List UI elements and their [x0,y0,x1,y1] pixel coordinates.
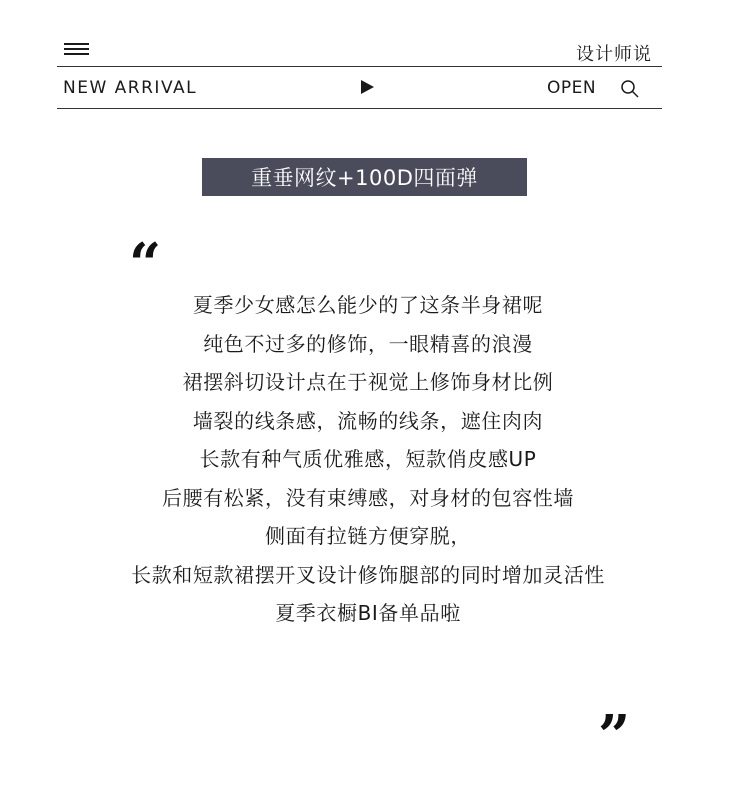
description-line: 墙裂的线条感，流畅的线条，遮住肉肉 [192,408,544,433]
menu-bar [64,53,89,55]
description-line: 长款和短款裙摆开叉设计修饰腿部的同时增加灵活性 [131,562,605,587]
open-label[interactable]: OPEN [547,78,597,98]
description-text [0,286,736,633]
description-line: 侧面有拉链方便穿脱， [265,524,471,548]
top-header [57,36,662,109]
description-line: 夏季少女感怎么能少的了这条半身裙呢 [192,293,544,317]
hamburger-menu-icon[interactable] [64,43,89,57]
search-icon[interactable] [619,78,641,100]
description-line: 裙摆斜切设计点在于视觉上修饰身材比例 [182,370,554,394]
description-line: 长款有种气质优雅感，短款俏皮感UP [199,447,537,471]
description-line: 后腰有松紧，没有束缚感，对身材的包容性墙 [162,485,574,510]
header-divider-bottom [57,108,662,109]
header-title: 设计师说 [576,44,652,65]
close-quote-mark: ” [598,703,631,769]
nav-row [57,67,662,108]
new-arrival-label[interactable]: NEW ARRIVAL [63,78,198,98]
menu-bar [64,43,89,45]
play-icon[interactable] [361,80,374,94]
open-quote-mark: “ [129,231,162,297]
feature-banner: 重垂网纹+100D四面弹 [202,158,527,196]
description-line: 纯色不过多的修饰，一眼精喜的浪漫 [203,331,533,356]
menu-bar [64,48,89,50]
description-line: 夏季衣橱BI备单品啦 [275,601,461,625]
